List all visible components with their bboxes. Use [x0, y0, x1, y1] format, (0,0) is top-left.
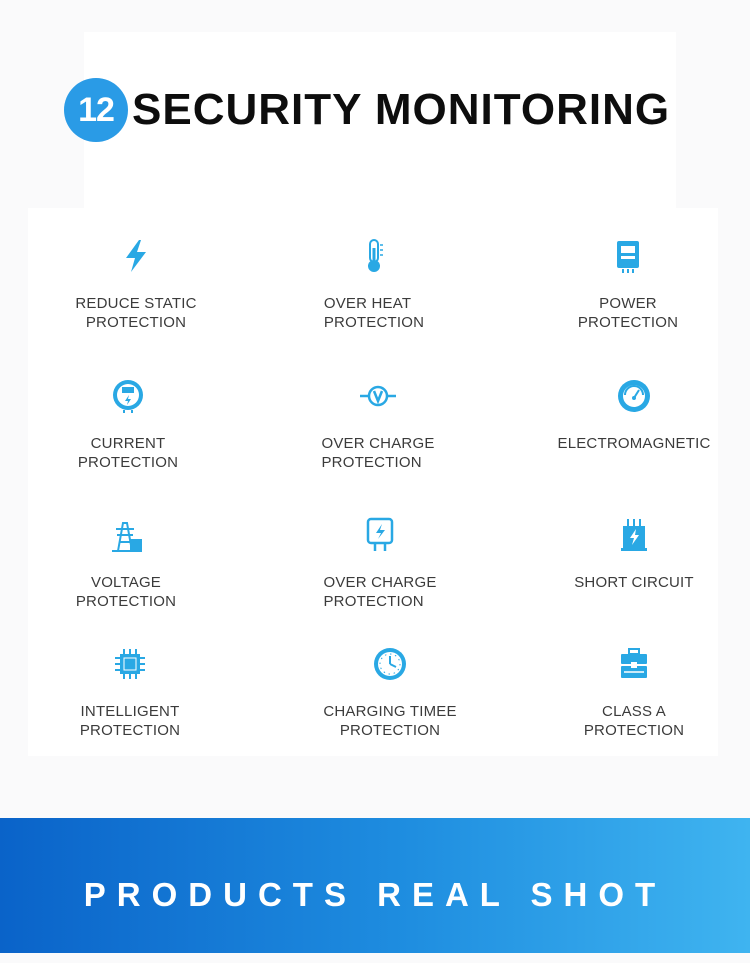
voltmeter-icon [358, 376, 398, 416]
products-banner [0, 818, 750, 953]
feature-over-heat [274, 236, 474, 346]
feature-reduce-static [36, 236, 236, 346]
feature-label: VOLTAGE PROTECTION [75, 574, 177, 610]
feature-label: OVER CHARGE PROTECTION [323, 574, 437, 610]
power-tower-icon [106, 515, 146, 555]
feature-electromagnetic [534, 376, 734, 486]
chip-icon [110, 644, 150, 684]
feature-label: CHARGING TIMEE PROTECTION [323, 703, 457, 739]
feature-power [528, 236, 728, 346]
feature-class-a [534, 644, 734, 754]
gauge-icon [614, 376, 654, 416]
charging-plug-icon [360, 515, 400, 555]
current-meter-icon [108, 376, 148, 416]
feature-label: CURRENT PROTECTION [77, 435, 179, 471]
feature-label: INTELLIGENT PROTECTION [79, 703, 181, 739]
lightning-icon [116, 236, 156, 276]
feature-label: SHORT CIRCUIT [574, 574, 694, 591]
power-meter-icon [608, 236, 648, 276]
banner-title: PRODUCTS REAL SHOT [83, 875, 667, 913]
feature-voltage [26, 515, 226, 625]
feature-label: REDUCE STATIC PROTECTION [75, 295, 197, 331]
feature-label: CLASS A PROTECTION [583, 703, 685, 739]
feature-label: OVER CHARGE PROTECTION [321, 435, 435, 471]
feature-current [28, 376, 228, 486]
feature-over-charge-1 [278, 376, 478, 486]
toolbox-icon [614, 644, 654, 684]
clock-icon [370, 644, 410, 684]
feature-charging-time [290, 644, 490, 754]
feature-short-circuit [534, 515, 734, 625]
page-title: SECURITY MONITORING [132, 85, 671, 134]
thermometer-icon [354, 236, 394, 276]
feature-label: OVER HEAT PROTECTION [323, 295, 425, 331]
number-badge: 12 [64, 78, 128, 142]
feature-over-charge-2 [280, 515, 480, 625]
section-header [64, 78, 670, 142]
battery-icon [614, 515, 654, 555]
feature-intelligent [30, 644, 230, 754]
feature-label: POWER PROTECTION [577, 295, 679, 331]
feature-label: ELECTROMAGNETIC [557, 435, 711, 452]
